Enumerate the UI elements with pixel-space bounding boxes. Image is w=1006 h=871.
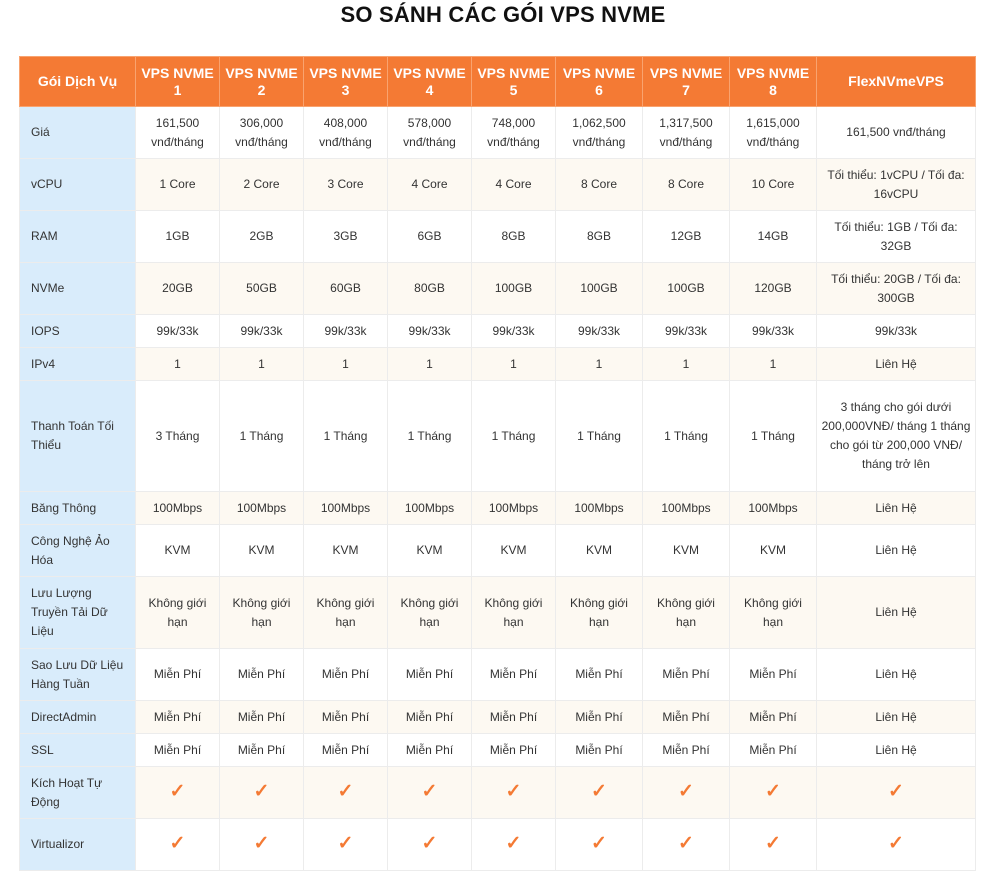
cell-value <box>136 767 220 819</box>
cell-value <box>556 819 643 871</box>
cell-value: Miễn Phí <box>136 649 220 701</box>
checkmark-icon: ✓ <box>888 833 904 854</box>
cell-value: Liên Hệ <box>817 734 976 767</box>
header-plan-1: VPS NVME 1 <box>136 57 220 107</box>
checkmark-icon: ✓ <box>765 833 781 854</box>
cell-value: Không giới hạn <box>220 577 304 649</box>
cell-value: 99k/33k <box>643 315 730 348</box>
cell-value: Miễn Phí <box>643 701 730 734</box>
cell-value <box>817 767 976 819</box>
cell-value: 100Mbps <box>730 492 817 525</box>
checkmark-icon: ✓ <box>765 781 781 802</box>
cell-value: 60GB <box>304 263 388 315</box>
checkmark-icon: ✓ <box>678 833 694 854</box>
cell-value: 578,000 vnđ/tháng <box>388 107 472 159</box>
cell-value: 3 Core <box>304 159 388 211</box>
cell-value: 1 <box>730 348 817 381</box>
cell-value: KVM <box>556 525 643 577</box>
checkmark-icon: ✓ <box>678 781 694 802</box>
cell-value: Miễn Phí <box>556 649 643 701</box>
cell-value: 10 Core <box>730 159 817 211</box>
cell-value: 8GB <box>556 211 643 263</box>
cell-value: Miễn Phí <box>472 701 556 734</box>
table-header-row <box>20 57 976 107</box>
cell-value: Không giới hạn <box>643 577 730 649</box>
cell-value <box>388 819 472 871</box>
checkmark-icon: ✓ <box>169 833 186 854</box>
cell-value: Miễn Phí <box>304 649 388 701</box>
checkmark-icon: ✓ <box>253 833 270 854</box>
cell-value: Liên Hệ <box>817 649 976 701</box>
checkmark-icon: ✓ <box>888 781 904 802</box>
table-row <box>20 159 976 211</box>
cell-value: Miễn Phí <box>220 701 304 734</box>
page-title: SO SÁNH CÁC GÓI VPS NVME <box>340 2 666 27</box>
cell-value: 161,500 vnđ/tháng <box>136 107 220 159</box>
cell-value: 1 Tháng <box>388 381 472 492</box>
cell-value: 99k/33k <box>136 315 220 348</box>
cell-value: 1 <box>388 348 472 381</box>
cell-value: Miễn Phí <box>643 734 730 767</box>
cell-value: 99k/33k <box>730 315 817 348</box>
cell-value <box>472 767 556 819</box>
cell-value: Không giới hạn <box>136 577 220 649</box>
cell-value: 100GB <box>472 263 556 315</box>
cell-value: 2 Core <box>220 159 304 211</box>
cell-value: 4 Core <box>388 159 472 211</box>
cell-value <box>730 767 817 819</box>
cell-value: Miễn Phí <box>304 734 388 767</box>
header-plan-4: VPS NVME 4 <box>388 57 472 107</box>
cell-value: KVM <box>472 525 556 577</box>
cell-value: 1 Tháng <box>730 381 817 492</box>
cell-value: Không giới hạn <box>472 577 556 649</box>
cell-value: Không giới hạn <box>556 577 643 649</box>
cell-value: 100GB <box>643 263 730 315</box>
header-plan-6: VPS NVME 6 <box>556 57 643 107</box>
header-plan-2: VPS NVME 2 <box>220 57 304 107</box>
cell-value: 3 tháng cho gói dưới 200,000VNĐ/ tháng 1 tháng cho gói từ 200,000 VNĐ/ tháng trở lên <box>817 381 976 492</box>
cell-value: Tối thiểu: 1vCPU / Tối đa: 16vCPU <box>817 159 976 211</box>
cell-value: 99k/33k <box>220 315 304 348</box>
cell-value: KVM <box>304 525 388 577</box>
cell-value: Miễn Phí <box>556 701 643 734</box>
cell-value: 12GB <box>643 211 730 263</box>
cell-value: Miễn Phí <box>220 734 304 767</box>
cell-value: Liên Hệ <box>817 577 976 649</box>
cell-value: 99k/33k <box>388 315 472 348</box>
cell-value: 1 <box>556 348 643 381</box>
checkmark-icon: ✓ <box>591 833 607 854</box>
checkmark-icon: ✓ <box>253 781 270 802</box>
row-label: RAM <box>20 211 136 263</box>
cell-value: 2GB <box>220 211 304 263</box>
row-label: Sao Lưu Dữ Liệu Hàng Tuần <box>20 649 136 701</box>
cell-value <box>304 767 388 819</box>
cell-value <box>472 819 556 871</box>
cell-value: 20GB <box>136 263 220 315</box>
cell-value: 4 Core <box>472 159 556 211</box>
cell-value: KVM <box>730 525 817 577</box>
cell-value: 100Mbps <box>556 492 643 525</box>
cell-value: Liên Hệ <box>817 525 976 577</box>
cell-value <box>304 819 388 871</box>
checkmark-icon: ✓ <box>337 833 354 854</box>
table-row <box>20 381 976 492</box>
cell-value: 100Mbps <box>388 492 472 525</box>
checkmark-icon: ✓ <box>169 781 186 802</box>
row-label: IOPS <box>20 315 136 348</box>
cell-value: Miễn Phí <box>643 649 730 701</box>
cell-value: 306,000 vnđ/tháng <box>220 107 304 159</box>
cell-value: Miễn Phí <box>472 649 556 701</box>
cell-value: 408,000 vnđ/tháng <box>304 107 388 159</box>
cell-value: 8GB <box>472 211 556 263</box>
cell-value: Miễn Phí <box>388 734 472 767</box>
table-row <box>20 701 976 734</box>
cell-value: 1,317,500 vnđ/tháng <box>643 107 730 159</box>
cell-value <box>388 767 472 819</box>
row-label: NVMe <box>20 263 136 315</box>
cell-value <box>220 767 304 819</box>
checkmark-icon: ✓ <box>337 781 354 802</box>
cell-value: 1 Tháng <box>472 381 556 492</box>
cell-value: Miễn Phí <box>304 701 388 734</box>
row-label: Thanh Toán Tối Thiểu <box>20 381 136 492</box>
cell-value: Liên Hệ <box>817 701 976 734</box>
table-row <box>20 348 976 381</box>
row-label: vCPU <box>20 159 136 211</box>
row-label: Lưu Lượng Truyền Tải Dữ Liệu <box>20 577 136 649</box>
cell-value: 8 Core <box>556 159 643 211</box>
table-row <box>20 315 976 348</box>
header-plan-3: VPS NVME 3 <box>304 57 388 107</box>
cell-value: 1 <box>136 348 220 381</box>
row-label: Giá <box>20 107 136 159</box>
cell-value: KVM <box>220 525 304 577</box>
cell-value: KVM <box>136 525 220 577</box>
cell-value: Miễn Phí <box>472 734 556 767</box>
cell-value: 100Mbps <box>304 492 388 525</box>
cell-value: 1 Tháng <box>643 381 730 492</box>
cell-value: 748,000 vnđ/tháng <box>472 107 556 159</box>
cell-value: KVM <box>643 525 730 577</box>
cell-value: 99k/33k <box>817 315 976 348</box>
cell-value: 100Mbps <box>220 492 304 525</box>
cell-value: 50GB <box>220 263 304 315</box>
cell-value: Tối thiểu: 1GB / Tối đa: 32GB <box>817 211 976 263</box>
cell-value: 1 Tháng <box>556 381 643 492</box>
cell-value: 1 <box>304 348 388 381</box>
cell-value: 99k/33k <box>304 315 388 348</box>
row-label: Băng Thông <box>20 492 136 525</box>
cell-value: 100Mbps <box>472 492 556 525</box>
cell-value <box>136 819 220 871</box>
table-row <box>20 767 976 819</box>
checkmark-icon: ✓ <box>421 833 438 854</box>
cell-value <box>643 767 730 819</box>
cell-value: 99k/33k <box>556 315 643 348</box>
cell-value: Không giới hạn <box>730 577 817 649</box>
cell-value: 1 <box>220 348 304 381</box>
row-label: Virtualizor <box>20 819 136 871</box>
checkmark-icon: ✓ <box>421 781 438 802</box>
cell-value: 120GB <box>730 263 817 315</box>
cell-value: Tối thiểu: 20GB / Tối đa: 300GB <box>817 263 976 315</box>
checkmark-icon: ✓ <box>505 781 522 802</box>
cell-value: 161,500 vnđ/tháng <box>817 107 976 159</box>
cell-value: Miễn Phí <box>136 701 220 734</box>
checkmark-icon: ✓ <box>505 833 522 854</box>
checkmark-icon: ✓ <box>591 781 607 802</box>
cell-value: 1,062,500 vnđ/tháng <box>556 107 643 159</box>
table-row <box>20 263 976 315</box>
cell-value: Không giới hạn <box>388 577 472 649</box>
cell-value: Miễn Phí <box>556 734 643 767</box>
cell-value: Miễn Phí <box>136 734 220 767</box>
header-plan-9: FlexNVmeVPS <box>817 57 976 107</box>
cell-value: Liên Hệ <box>817 348 976 381</box>
cell-value: 3GB <box>304 211 388 263</box>
row-label: SSL <box>20 734 136 767</box>
row-label: Kích Hoạt Tự Động <box>20 767 136 819</box>
cell-value: 1 Tháng <box>220 381 304 492</box>
cell-value: 1 Tháng <box>304 381 388 492</box>
row-label: Công Nghệ Ảo Hóa <box>20 525 136 577</box>
cell-value: 1 <box>472 348 556 381</box>
cell-value <box>730 819 817 871</box>
cell-value: Miễn Phí <box>730 649 817 701</box>
cell-value: Miễn Phí <box>730 701 817 734</box>
cell-value: Miễn Phí <box>388 701 472 734</box>
cell-value: Miễn Phí <box>220 649 304 701</box>
row-label: DirectAdmin <box>20 701 136 734</box>
cell-value <box>643 819 730 871</box>
header-service: Gói Dịch Vụ <box>20 57 136 107</box>
table-row <box>20 649 976 701</box>
cell-value: 100Mbps <box>643 492 730 525</box>
row-label: IPv4 <box>20 348 136 381</box>
cell-value: 14GB <box>730 211 817 263</box>
cell-value: Miễn Phí <box>388 649 472 701</box>
comparison-table <box>19 56 976 871</box>
cell-value: 1 Core <box>136 159 220 211</box>
cell-value: 6GB <box>388 211 472 263</box>
table-row <box>20 525 976 577</box>
header-plan-7: VPS NVME 7 <box>643 57 730 107</box>
cell-value: 3 Tháng <box>136 381 220 492</box>
cell-value <box>817 819 976 871</box>
cell-value: 8 Core <box>643 159 730 211</box>
cell-value: 100Mbps <box>136 492 220 525</box>
cell-value: 100GB <box>556 263 643 315</box>
table-row <box>20 211 976 263</box>
table-row <box>20 577 976 649</box>
cell-value <box>556 767 643 819</box>
cell-value: 99k/33k <box>472 315 556 348</box>
cell-value: 1,615,000 vnđ/tháng <box>730 107 817 159</box>
header-plan-8: VPS NVME 8 <box>730 57 817 107</box>
cell-value: 1GB <box>136 211 220 263</box>
cell-value: 1 <box>643 348 730 381</box>
header-plan-5: VPS NVME 5 <box>472 57 556 107</box>
table-row <box>20 492 976 525</box>
table-row <box>20 819 976 871</box>
table-row <box>20 107 976 159</box>
cell-value: KVM <box>388 525 472 577</box>
cell-value: 80GB <box>388 263 472 315</box>
table-row <box>20 734 976 767</box>
cell-value <box>220 819 304 871</box>
cell-value: Liên Hệ <box>817 492 976 525</box>
cell-value: Miễn Phí <box>730 734 817 767</box>
cell-value: Không giới hạn <box>304 577 388 649</box>
